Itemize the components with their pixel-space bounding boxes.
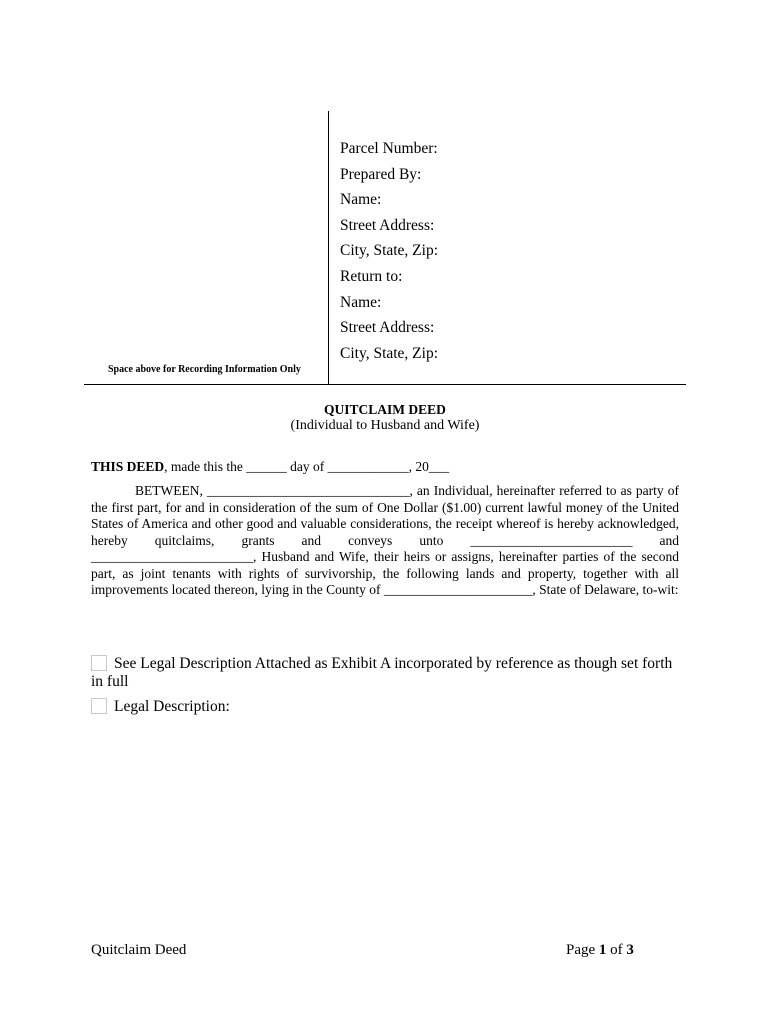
deed-text-3: , 20 [408, 459, 429, 474]
exhibit-a-label: See Legal Description Attached as Exhibit A incorporated by reference as though set forth in full [91, 655, 673, 690]
footer-document-name: Quitclaim Deed [91, 942, 187, 958]
deed-date-line [91, 459, 449, 475]
parcel-number-label: Parcel Number: [340, 140, 438, 157]
page-current: 1 [598, 942, 607, 958]
document-title: QUITCLAIM DEED [324, 402, 446, 417]
legal-description-checkbox[interactable] [91, 698, 107, 714]
deed-text-2: day of [286, 459, 328, 474]
prepared-by-label: Prepared By: [340, 165, 422, 183]
page-prefix: Page [566, 942, 599, 958]
return-name-label: Name: [340, 293, 382, 311]
year-blank[interactable]: ___ [428, 459, 450, 474]
recording-divider-vertical [328, 111, 329, 385]
checkbox-row-legal [91, 698, 681, 716]
return-to-label: Return to: [340, 267, 403, 285]
body-text-3: , Husband and Wife, their heirs or assigns, hereinafter parties of the second part, as joint tenants with rights of survivorship, the following lands and property, together with all improvements located thereon, lying in the County of [91, 549, 679, 597]
body-text-4: , State of Delaware, to-wit: [532, 582, 679, 597]
day-blank[interactable]: ______ [246, 459, 287, 474]
footer-page-number [566, 942, 634, 959]
body-text-1: , an Individual, hereinafter referred to as party of the first part, for and in consideration of the sum of One Dollar ($1.00) current lawful money of the United States of America and other good and valuable considerations, the receipt whereof is hereby acknowledged, hereby quitclaims, grants and conveys unto [91, 483, 679, 548]
page-of: of [606, 942, 627, 958]
recording-fields [340, 136, 680, 366]
recording-space-note: Space above for Recording Information Only [108, 364, 301, 375]
exhibit-a-checkbox[interactable] [91, 655, 107, 671]
grantee-2-blank[interactable]: ________________________ [91, 549, 253, 564]
legal-description-label: Legal Description: [114, 698, 230, 715]
prepared-city-label: City, State, Zip: [340, 242, 439, 260]
deed-text-1: , made this the [164, 459, 247, 474]
checkbox-row-exhibit [91, 655, 681, 691]
month-blank[interactable]: ____________ [327, 459, 409, 474]
conveyance-paragraph [91, 483, 679, 599]
return-city-label: City, State, Zip: [340, 344, 439, 362]
return-street-label: Street Address: [340, 319, 435, 337]
page-total: 3 [626, 942, 634, 958]
between-label: BETWEEN, [135, 483, 207, 498]
document-subtitle: (Individual to Husband and Wife) [290, 418, 480, 433]
county-blank[interactable]: ______________________ [383, 582, 533, 597]
prepared-name-label: Name: [340, 191, 382, 209]
this-deed-label: THIS DEED [91, 459, 165, 474]
prepared-street-label: Street Address: [340, 216, 435, 234]
recording-divider-horizontal [84, 384, 686, 385]
grantee-1-blank[interactable]: ________________________ [470, 532, 633, 548]
grantor-name-blank[interactable]: ______________________________ [206, 483, 410, 498]
body-text-2: and [632, 532, 679, 548]
